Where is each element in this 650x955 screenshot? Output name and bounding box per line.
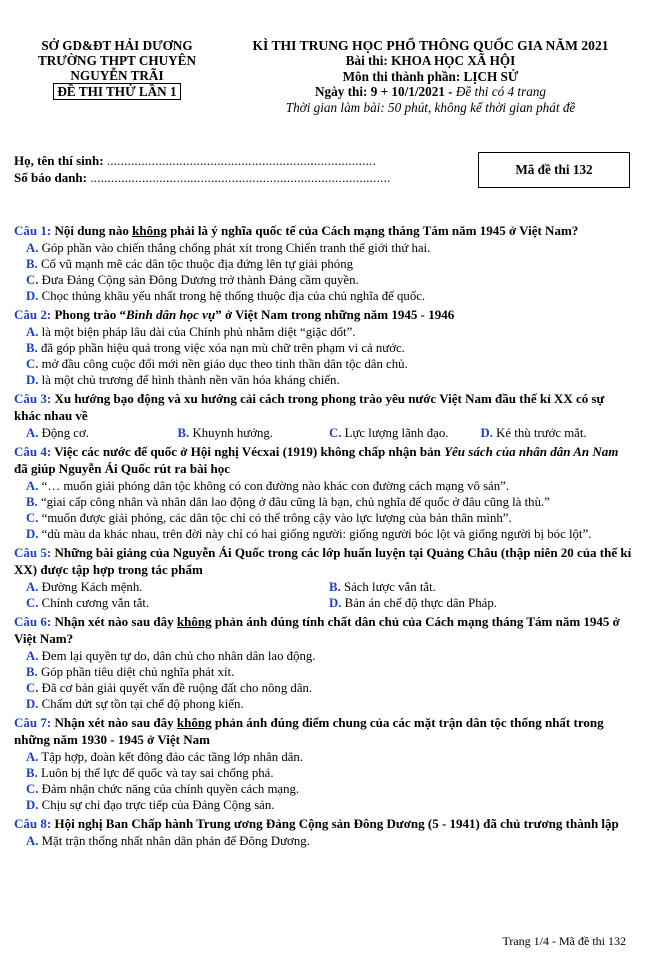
option-text: Chấm dứt sự tồn tại chế độ phong kiến. [38, 697, 244, 711]
question-list [14, 222, 632, 849]
option-c [14, 272, 632, 288]
stem-text: phải là ý nghĩa quốc tế của Cách mạng tháng Tám năm 1945 ở Việt Nam? [166, 223, 579, 238]
option-a [14, 648, 632, 664]
option-letter: C. [26, 596, 39, 610]
question-4 [14, 443, 632, 542]
option-letter: B. [26, 495, 38, 509]
option-a [14, 749, 632, 765]
stem-text: Việc các nước đế quốc ở Hội nghị Vécxai (1919) không chấp nhận bản [51, 444, 445, 459]
option-text: Cổ vũ mạnh mẽ các dân tộc thuộc địa đứng lên tự giải phóng [37, 257, 353, 271]
option-a [26, 425, 178, 441]
component-line: Môn thi thành phần: LỊCH SỬ [342, 68, 519, 84]
option-text: “… muốn giải phóng dân tộc không có con đường nào khác con đường cách mạng vô sản”. [38, 479, 510, 493]
question-stem [14, 613, 632, 647]
option-text: Đã cơ bản giải quyết vấn đề ruộng đất cho nông dân. [38, 681, 313, 695]
option-d [329, 595, 632, 611]
question-number: Câu 4: [14, 444, 52, 459]
stem-text: Nội dung nào [51, 223, 133, 238]
stem-text: ” ở Việt Nam trong những năm 1945 - 1946 [215, 307, 455, 322]
candidate-name-field: .............................................................................. [106, 153, 376, 168]
question-number: Câu 8: [14, 816, 52, 831]
option-text: Sách lược vắn tắt. [340, 580, 436, 594]
candidate-id-field: ....................................................................................... [90, 170, 391, 185]
stem-text: Nhận xét nào sau đây [51, 715, 177, 730]
subject-line: Bài thi: KHOA HỌC XÃ HỘI [345, 53, 516, 69]
exam-code: Mã đề thi 132 [515, 162, 593, 177]
stem-text: Những bài giảng của Nguyễn Ái Quốc trong các lớp huấn luyện tại Quảng Châu (thập niên 20 của thế kỉ XX) được tập hợp trong tác phẩm [14, 545, 632, 577]
candidate-name-label: Họ, tên thí sinh: [14, 153, 104, 168]
option-d [481, 425, 633, 441]
option-letter: D. [26, 289, 39, 303]
option-letter: A. [26, 750, 39, 764]
option-letter: B. [26, 341, 38, 355]
option-c [14, 680, 632, 696]
option-text: Động cơ. [38, 426, 89, 440]
option-letter: C. [26, 273, 39, 287]
page-footer: Trang 1/4 - Mã đề thi 132 [502, 934, 626, 948]
stem-underlined: không [176, 715, 212, 730]
option-text: “muốn được giải phóng, các dân tộc chỉ có thể trông cậy vào lực lượng của bản thân mình”. [38, 511, 512, 525]
stem-text: Nhận xét nào sau đây [51, 614, 177, 629]
question-8 [14, 815, 632, 849]
option-d [14, 526, 632, 542]
option-text: Chính cương vắn tắt. [38, 596, 150, 610]
option-letter: D. [26, 373, 39, 387]
option-letter: C. [26, 782, 39, 796]
question-number: Câu 3: [14, 391, 52, 406]
question-stem [14, 544, 632, 578]
option-row [14, 595, 632, 611]
option-text: Đảm nhận chức năng của chính quyền cách mạng. [38, 782, 300, 796]
option-letter: A. [26, 325, 39, 339]
option-letter: A. [26, 834, 39, 848]
option-text: “giai cấp công nhân và nhân dân lao động ở đâu cũng là bạn, chủ nghĩa đế quốc ở đâu cũng là thù.” [37, 495, 550, 509]
option-letter: A. [26, 479, 39, 493]
question-number: Câu 7: [14, 715, 52, 730]
stem-text: Phong trào “ [51, 307, 126, 322]
option-a [14, 324, 632, 340]
option-text: Kẻ thù trước mắt. [492, 426, 587, 440]
option-a [26, 579, 329, 595]
stem-italic: Bình dân học vụ [125, 307, 216, 322]
school-header [12, 38, 222, 100]
question-stem [14, 390, 632, 424]
option-letter: D. [26, 527, 39, 541]
exam-header [228, 38, 633, 115]
candidate-id-row [14, 169, 390, 186]
option-letter: D. [329, 596, 342, 610]
option-c [14, 781, 632, 797]
option-letter: C. [26, 357, 39, 371]
option-text: Chịu sự chỉ đạo trực tiếp của Đảng Cộng sản. [38, 798, 275, 812]
exam-label: ĐỀ THI THỬ LẦN 1 [53, 83, 180, 100]
option-row [14, 579, 632, 595]
option-text: đã góp phần hiệu quả trong việc xóa nạn mù chữ trên phạm vi cả nước. [37, 341, 405, 355]
question-5 [14, 544, 632, 611]
option-letter: D. [26, 697, 39, 711]
option-letter: B. [26, 665, 38, 679]
option-b [14, 765, 632, 781]
option-c [14, 510, 632, 526]
question-number: Câu 6: [14, 614, 52, 629]
option-row [14, 425, 632, 441]
option-text: Góp phần vào chiến thắng chống phát xít trong Chiến tranh thế giới thứ hai. [38, 241, 431, 255]
option-text: Khuynh hướng. [189, 426, 273, 440]
option-letter: B. [26, 257, 38, 271]
question-6 [14, 613, 632, 712]
date-line [228, 84, 633, 99]
question-7 [14, 714, 632, 813]
option-b [178, 425, 330, 441]
stem-text: đã giúp Nguyễn Ái Quốc rút ra bài học [14, 461, 230, 476]
option-letter: C. [26, 511, 39, 525]
candidate-id-label: Số báo danh: [14, 170, 87, 185]
option-text: mở đầu công cuộc đổi mới nền giáo dục theo tinh thần dân tộc dân chủ. [38, 357, 408, 371]
option-d [14, 288, 632, 304]
option-d [14, 696, 632, 712]
option-letter: B. [329, 580, 341, 594]
question-stem [14, 222, 632, 239]
question-stem [14, 306, 632, 323]
school-name-line1: TRƯỜNG THPT CHUYÊN [37, 53, 197, 68]
option-letter: D. [26, 798, 39, 812]
option-c [26, 595, 329, 611]
option-letter: D. [480, 426, 493, 440]
stem-text: phản ánh đúng tính chất dân chủ của Cách mạng tháng Tám năm 1945 ở Việt Nam? [14, 614, 620, 646]
option-b [14, 664, 632, 680]
option-b [14, 494, 632, 510]
option-letter: C. [26, 681, 39, 695]
option-letter: A. [26, 580, 39, 594]
exam-code-box [478, 152, 630, 188]
option-b [329, 579, 632, 595]
option-letter: A. [26, 426, 39, 440]
option-letter: B. [26, 766, 38, 780]
option-d [14, 797, 632, 813]
option-text: Mặt trận thống nhất nhân dân phản đế Đông Dương. [38, 834, 310, 848]
option-b [14, 340, 632, 356]
option-text: Tập hợp, đoàn kết đông đảo các tầng lớp nhân dân. [38, 750, 303, 764]
stem-underlined: không [176, 614, 212, 629]
option-text: Luôn bị thế lực đế quốc và tay sai chống phá. [37, 766, 274, 780]
candidate-name-row [14, 152, 390, 169]
option-b [14, 256, 632, 272]
option-text: Đem lại quyền tự do, dân chủ cho nhân dân lao động. [38, 649, 316, 663]
page-count: Đề thi có 4 trang [455, 84, 546, 100]
option-letter: C. [329, 426, 342, 440]
department-name: SỞ GD&ĐT HẢI DƯƠNG [41, 38, 193, 53]
stem-underlined: không [132, 223, 167, 238]
question-number: Câu 2: [14, 307, 52, 322]
question-3 [14, 390, 632, 441]
option-text: Bản án chế độ thực dân Pháp. [341, 596, 497, 610]
option-c [14, 356, 632, 372]
question-stem [14, 815, 632, 832]
option-text: Góp phần tiêu diệt chủ nghĩa phát xít. [37, 665, 235, 679]
stem-italic: Yêu sách của nhân dân An Nam [444, 444, 619, 459]
option-c [329, 425, 481, 441]
option-letter: A. [26, 241, 39, 255]
option-letter: A. [26, 649, 39, 663]
option-text: Chọc thủng khâu yếu nhất trong hệ thống thuộc địa của chủ nghĩa đế quốc. [38, 289, 426, 303]
option-letter: B. [177, 426, 190, 440]
question-stem [14, 443, 632, 477]
option-text: Đường Kách mệnh. [38, 580, 143, 594]
exam-date: Ngày thi: 9 + 10/1/2021 - [315, 84, 456, 100]
stem-text: phản ánh đúng điểm chung của các mặt trận dân tộc thống nhất trong những năm 1930 - 1945 ở Việt Nam [14, 715, 604, 747]
duration-line: Thời gian làm bài: 50 phút, không kể thời gian phát đề [285, 99, 576, 115]
stem-text: Hội nghị Ban Chấp hành Trung ương Đảng Cộng sản Đông Dương (5 - 1941) đã chủ trương thành lập [51, 816, 619, 831]
exam-title: KÌ THI TRUNG HỌC PHỔ THÔNG QUỐC GIA NĂM 2021 [252, 38, 609, 53]
school-name-line2: NGUYỄN TRÃI [70, 68, 164, 83]
option-text: là một chủ trương để hình thành nền văn hóa kháng chiến. [38, 373, 340, 387]
option-d [14, 372, 632, 388]
option-text: Lực lượng lãnh đạo. [341, 426, 449, 440]
question-stem [14, 714, 632, 748]
option-a [14, 240, 632, 256]
question-number: Câu 5: [14, 545, 52, 560]
stem-text: Xu hướng bạo động và xu hướng cải cách trong phong trào yêu nước Việt Nam đầu thế kỉ XX có sự khác nhau về [14, 391, 605, 423]
question-2 [14, 306, 632, 388]
question-1 [14, 222, 632, 304]
candidate-info [14, 152, 390, 186]
option-text: “dù màu da khác nhau, trên đời này chỉ có hai giống người: giống người bóc lột và giống người bị bóc lột”. [38, 527, 592, 541]
option-a [14, 478, 632, 494]
question-number: Câu 1: [14, 223, 52, 238]
option-text: Đưa Đảng Cộng sản Đông Dương trở thành Đảng cầm quyền. [38, 273, 359, 287]
option-text: là một biện pháp lâu dài của Chính phủ nhằm diệt “giặc dốt”. [38, 325, 356, 339]
option-a [14, 833, 632, 849]
